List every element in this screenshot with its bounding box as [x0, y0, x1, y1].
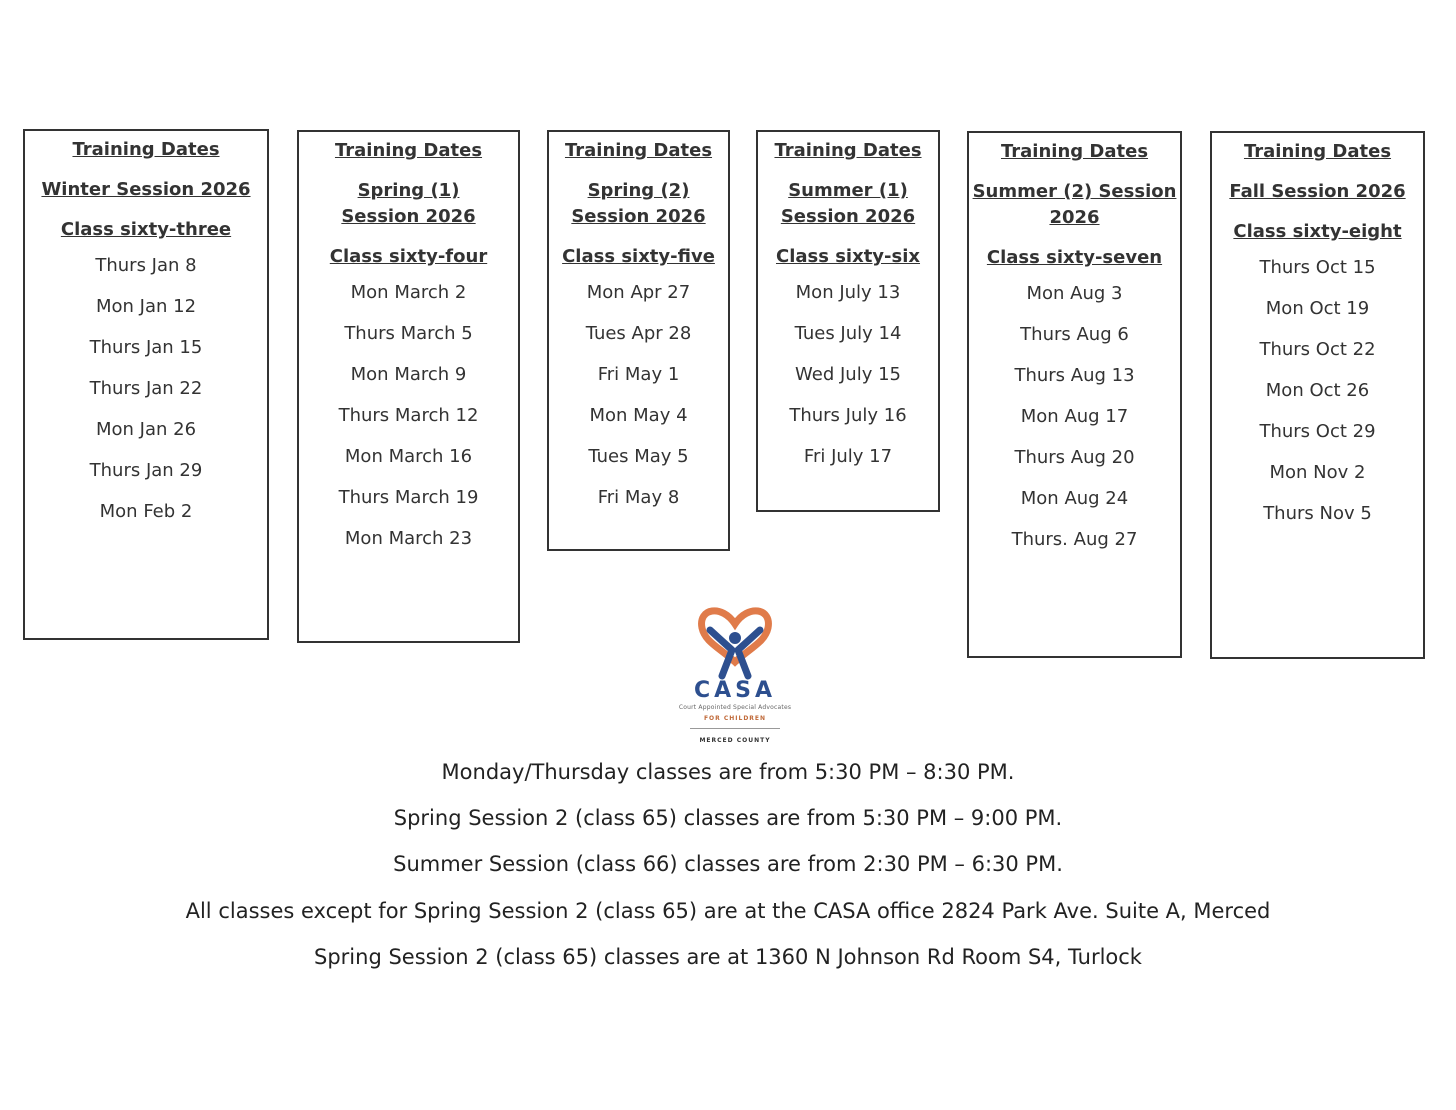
logo-wordmark: CASA	[693, 678, 777, 703]
date-item: Mon Aug 3	[1026, 283, 1123, 304]
session-name: Summer (2) Session	[972, 181, 1177, 202]
date-item: Tues July 14	[794, 323, 902, 344]
box-heading: Training Dates	[564, 140, 713, 161]
schedule-box-summer-2	[967, 131, 1182, 658]
date-item: Thurs Jan 29	[89, 460, 203, 481]
logo-divider	[690, 728, 780, 729]
box-heading: Training Dates	[774, 140, 922, 161]
schedule-box-spring-2	[547, 130, 730, 551]
date-item: Thurs. Aug 27	[1011, 529, 1138, 550]
class-name: Class sixty-five	[562, 246, 715, 267]
class-name: Class sixty-eight	[1233, 221, 1402, 242]
date-item: Thurs Aug 20	[1014, 447, 1135, 468]
date-item: Fri May 8	[597, 487, 680, 508]
logo-county: MERCED COUNTY	[699, 737, 771, 744]
date-item: Thurs Oct 15	[1259, 257, 1376, 278]
date-item: Thurs March 12	[338, 405, 479, 426]
date-item: Thurs March 19	[338, 487, 479, 508]
session-name: Session 2026	[341, 206, 476, 227]
note-text: Spring Session 2 (class 65) classes are at 1360 N Johnson Rd Room S4, Turlock	[314, 945, 1142, 969]
box-heading: Training Dates	[1000, 141, 1149, 162]
class-name: Class sixty-seven	[986, 247, 1163, 268]
date-item: Mon Aug 17	[1020, 406, 1129, 427]
class-name: Class sixty-three	[60, 219, 232, 240]
schedule-box-summer-1	[756, 130, 940, 512]
schedule-box-fall	[1210, 131, 1425, 659]
note-text: Summer Session (class 66) classes are from 2:30 PM – 6:30 PM.	[393, 852, 1063, 876]
date-item: Mon March 2	[350, 282, 467, 303]
logo-for-children: FOR CHILDREN	[703, 715, 767, 722]
heart-figure-icon	[660, 600, 810, 680]
date-item: Tues May 5	[588, 446, 689, 467]
note-text: All classes except for Spring Session 2 (class 65) are at the CASA office 2824 Park Ave. Suite A, Merced	[185, 899, 1271, 923]
date-item: Fri July 17	[803, 446, 893, 467]
casa-logo	[660, 600, 810, 750]
session-name: Summer (1)	[788, 180, 908, 201]
schedule-box-spring-1	[297, 130, 520, 643]
date-item: Mon Jan 12	[95, 296, 197, 317]
box-heading: Training Dates	[72, 139, 220, 160]
date-item: Tues Apr 28	[585, 323, 692, 344]
session-name: Session 2026	[780, 206, 916, 227]
session-name: Session 2026	[571, 206, 706, 227]
date-item: Mon May 4	[589, 405, 688, 426]
date-item: Mon Oct 19	[1265, 298, 1370, 319]
date-item: Mon Aug 24	[1020, 488, 1129, 509]
class-name: Class sixty-six	[775, 246, 921, 267]
date-item: Thurs Jan 8	[95, 255, 197, 276]
date-item: Mon Jan 26	[95, 419, 197, 440]
schedule-box-winter	[23, 129, 269, 640]
note-text: Monday/Thursday classes are from 5:30 PM – 8:30 PM.	[441, 760, 1015, 784]
date-item: Mon Nov 2	[1269, 462, 1366, 483]
date-item: Mon Apr 27	[586, 282, 691, 303]
date-item: Mon Feb 2	[99, 501, 193, 522]
date-item: Thurs March 5	[344, 323, 473, 344]
date-item: Thurs Oct 22	[1259, 339, 1376, 360]
class-name: Class sixty-four	[329, 246, 488, 267]
box-heading: Training Dates	[334, 140, 483, 161]
date-item: Mon March 9	[350, 364, 467, 385]
date-item: Thurs Aug 13	[1014, 365, 1135, 386]
date-item: Mon July 13	[795, 282, 901, 303]
box-heading: Training Dates	[1243, 141, 1392, 162]
date-item: Fri May 1	[597, 364, 680, 385]
date-item: Thurs Jan 22	[89, 378, 203, 399]
session-name: Spring (2)	[587, 180, 690, 201]
date-item: Mon March 16	[344, 446, 473, 467]
date-item: Thurs Oct 29	[1259, 421, 1376, 442]
date-item: Thurs July 16	[789, 405, 907, 426]
session-name: Winter Session 2026	[41, 179, 251, 200]
date-item: Thurs Nov 5	[1263, 503, 1372, 524]
date-item: Mon March 23	[344, 528, 473, 549]
logo-tagline: Court Appointed Special Advocates	[678, 704, 792, 711]
session-name: 2026	[1049, 207, 1100, 228]
date-item: Thurs Jan 15	[89, 337, 203, 358]
note-text: Spring Session 2 (class 65) classes are from 5:30 PM – 9:00 PM.	[393, 806, 1063, 830]
session-name: Spring (1)	[357, 180, 460, 201]
date-item: Thurs Aug 6	[1020, 324, 1129, 345]
date-item: Wed July 15	[795, 364, 901, 385]
date-item: Mon Oct 26	[1265, 380, 1370, 401]
session-name: Fall Session 2026	[1229, 181, 1406, 202]
